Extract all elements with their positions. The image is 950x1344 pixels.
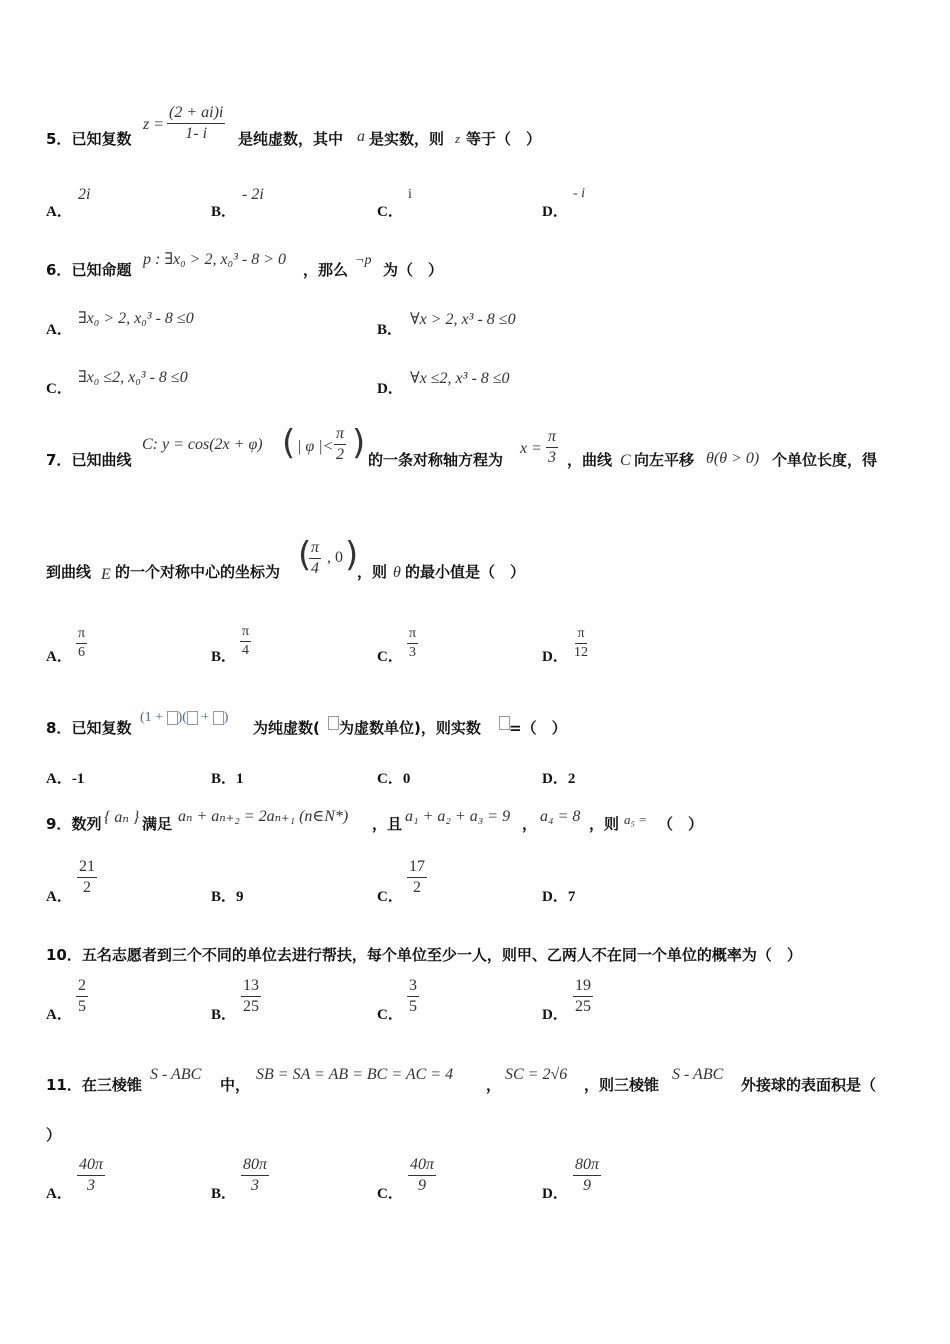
- q7-var-theta: θ: [393, 564, 401, 581]
- q9-option-a-label[interactable]: A．: [46, 889, 72, 905]
- q8-option-a[interactable]: A．-1: [46, 771, 85, 787]
- q5-var-z: z: [455, 131, 461, 146]
- q8-option-d[interactable]: D．2: [542, 771, 576, 787]
- placeholder-box-icon: [167, 711, 178, 725]
- q7-var-e: E: [101, 566, 111, 583]
- q7-center-close-paren: ): [345, 535, 359, 575]
- q7-stem-mid3: 向左平移: [634, 451, 695, 469]
- q11-option-b-label[interactable]: B．: [211, 1186, 237, 1202]
- q11-stem-mid: 中，: [220, 1076, 251, 1094]
- q6-option-a-label[interactable]: A．: [46, 322, 72, 338]
- q6-stem-mid: ，那么: [303, 261, 349, 279]
- q5-var-a: a: [357, 128, 365, 145]
- q6-option-c-label[interactable]: C．: [46, 381, 72, 397]
- q5-stem-prefix: 5．已知复数: [46, 130, 132, 148]
- q7-axis-fraction: $\frac{\pi}{3}$: [548, 428, 557, 466]
- q9-stem-mid2: ，且: [372, 815, 403, 833]
- q7-line2-prefix: 到曲线: [46, 563, 92, 581]
- q9-a4: a₄ = 8: [540, 808, 581, 825]
- q5-option-a-label[interactable]: A．: [46, 204, 72, 220]
- q7-stem-mid2: ，曲线: [567, 451, 613, 469]
- q11-option-a-fraction: $\frac{40\pi}{3}$: [79, 1156, 104, 1194]
- q10-option-a-label[interactable]: A．: [46, 1007, 72, 1023]
- q9-option-d[interactable]: D．7: [542, 889, 576, 905]
- q9-stem-suffix: （ ）: [658, 815, 704, 833]
- q11-option-c-label[interactable]: C．: [377, 1186, 403, 1202]
- q9-a5: a₅ =: [624, 812, 648, 827]
- q11-stem-suffix: 外接球的表面积是（: [741, 1076, 877, 1094]
- q11-stem-prefix: 11．在三棱锥: [46, 1076, 142, 1094]
- q7-stem-mid4: 个单位长度，得: [772, 451, 878, 469]
- q7-line2-mid2: ，则: [357, 563, 388, 581]
- q8-option-b[interactable]: B．1: [211, 771, 244, 787]
- q5-option-a-value: 2i: [78, 186, 91, 203]
- q6-option-c-value: ∃x₀ ≤2, x₀³ - 8 ≤0: [78, 369, 188, 386]
- q8-stem-mid2: 为虚数单位)，则实数: [339, 719, 481, 737]
- q7-center-tail: , 0: [327, 549, 343, 566]
- q5-z-expr: z =: [143, 116, 165, 133]
- q6-option-b-label[interactable]: B．: [377, 322, 403, 338]
- q10-option-d-label[interactable]: D．: [542, 1007, 568, 1023]
- q8-stem-suffix: =（ ）: [509, 719, 567, 737]
- q7-option-d-label[interactable]: D．: [542, 649, 568, 665]
- q6-option-b-value: ∀x > 2, x³ - 8 ≤0: [410, 311, 516, 328]
- q11-pyramid-2: S - ABC: [672, 1066, 724, 1083]
- q6-stem-prefix: 6．已知命题: [46, 261, 132, 279]
- q9-comma: ，: [522, 815, 538, 833]
- q11-stem-line2: ）: [46, 1126, 62, 1144]
- q9-stem-mid3: ，则: [589, 815, 620, 833]
- q7-cond-close-paren: ): [352, 423, 366, 463]
- q6-neg-p: ¬p: [355, 253, 372, 268]
- q5-option-c-value: i: [408, 187, 412, 202]
- placeholder-box-icon: [187, 711, 198, 725]
- q11-sc: SC = 2√6: [505, 1066, 568, 1083]
- q5-option-d-label[interactable]: D．: [542, 204, 568, 220]
- q10-option-b-label[interactable]: B．: [211, 1007, 237, 1023]
- q7-option-b-fraction: $\frac{\pi}{4}$: [242, 624, 250, 658]
- q7-option-d-fraction: $\frac{\pi}{12}$: [574, 626, 588, 660]
- q5-option-d-value: - i: [573, 186, 586, 201]
- q7-line2-mid: 的一个对称中心的坐标为: [115, 563, 281, 581]
- q7-center-open-paren: (: [298, 535, 312, 575]
- q7-cond-open-paren: (: [282, 423, 296, 463]
- q6-option-a-value: ∃x₀ > 2, x₀³ - 8 ≤0: [78, 310, 194, 327]
- q7-curve: C: y = cos(2x + φ): [142, 436, 263, 453]
- q10-option-c-label[interactable]: C．: [377, 1007, 403, 1023]
- q6-option-d-label[interactable]: D．: [377, 381, 403, 397]
- q9-sum: a₁ + a₂ + a₃ = 9: [405, 808, 511, 825]
- q7-cond-left: | φ |<: [297, 438, 334, 455]
- q11-option-c-fraction: $\frac{40\pi}{9}$: [410, 1156, 435, 1194]
- q7-var-c: C: [620, 452, 631, 469]
- q7-option-a-fraction: $\frac{\pi}{6}$: [78, 626, 86, 660]
- q5-option-c-label[interactable]: C．: [377, 204, 403, 220]
- q6-option-d-value: ∀x ≤2, x³ - 8 ≤0: [410, 370, 510, 387]
- q10-option-a-fraction: $\frac{2}{5}$: [78, 977, 86, 1015]
- q5-fraction: $\frac{(2 + ai)i}{1- i}$: [169, 104, 224, 142]
- q10-option-b-fraction: $\frac{13}{25}$: [243, 977, 259, 1015]
- q9-option-c-fraction: $\frac{17}{2}$: [409, 858, 425, 896]
- q9-recurrence: aₙ + aₙ₊₂ = 2aₙ₊₁ (n∈N*): [178, 808, 349, 825]
- q11-stem-mid2: ，则三棱锥: [584, 1076, 660, 1094]
- q9-option-b[interactable]: B．9: [211, 889, 244, 905]
- q7-option-b-label[interactable]: B．: [211, 649, 237, 665]
- q11-option-a-label[interactable]: A．: [46, 1186, 72, 1202]
- q11-pyramid: S - ABC: [150, 1066, 202, 1083]
- q7-stem-mid: 的一条对称轴方程为: [368, 451, 504, 469]
- q5-stem-mid2: 是实数，则: [369, 130, 445, 148]
- q11-equalities: SB = SA = AB = BC = AC = 4: [256, 1066, 454, 1083]
- q7-cond-fraction: $\frac{\pi}{2}$: [336, 425, 345, 463]
- q5-option-b-label[interactable]: B．: [211, 204, 237, 220]
- q9-stem-mid: 满足: [142, 815, 173, 833]
- q10-option-c-fraction: $\frac{3}{5}$: [409, 977, 417, 1015]
- q9-option-a-fraction: $\frac{21}{2}$: [79, 858, 95, 896]
- q10-option-d-fraction: $\frac{19}{25}$: [575, 977, 591, 1015]
- q9-stem-prefix: 9．数列: [46, 815, 102, 833]
- q5-stem-suffix: 等于（ ）: [466, 130, 542, 148]
- q8-stem-mid: 为纯虚数(: [253, 719, 320, 737]
- q8-expression: (1 + )( + ): [140, 710, 229, 725]
- q11-option-b-fraction: $\frac{80\pi}{3}$: [243, 1156, 268, 1194]
- q5-stem-mid: 是纯虚数，其中: [238, 130, 344, 148]
- q5-option-b-value: - 2i: [242, 186, 264, 203]
- placeholder-box-icon: [213, 711, 224, 725]
- placeholder-box-icon: [328, 712, 339, 731]
- q6-stem-suffix: 为（ ）: [383, 261, 444, 279]
- q7-option-c-label[interactable]: C．: [377, 649, 403, 665]
- q9-sequence: { aₙ }: [104, 809, 140, 826]
- q7-option-c-fraction: $\frac{\pi}{3}$: [409, 626, 417, 660]
- q8-option-c[interactable]: C．0: [377, 771, 411, 787]
- q11-option-d-label[interactable]: D．: [542, 1186, 568, 1202]
- q9-option-c-label[interactable]: C．: [377, 889, 403, 905]
- q7-option-a-label[interactable]: A．: [46, 649, 72, 665]
- q7-line2-suffix: 的最小值是（ ）: [405, 563, 526, 581]
- q10-stem: 10．五名志愿者到三个不同的单位去进行帮扶，每个单位至少一人，则甲、乙两人不在同一个单位的概率为（ ）: [46, 946, 802, 964]
- q8-stem-prefix: 8．已知复数: [46, 719, 132, 737]
- q7-theta: θ(θ > 0): [706, 450, 760, 467]
- q7-stem-prefix: 7．已知曲线: [46, 451, 132, 469]
- q6-proposition: p : ∃x₀ > 2, x₀³ - 8 > 0: [143, 251, 287, 268]
- q7-center-fraction: $\frac{\pi}{4}$: [311, 539, 320, 577]
- q7-axis-x: x =: [520, 440, 542, 457]
- q11-option-d-fraction: $\frac{80\pi}{9}$: [575, 1156, 600, 1194]
- q11-comma: ，: [486, 1076, 502, 1094]
